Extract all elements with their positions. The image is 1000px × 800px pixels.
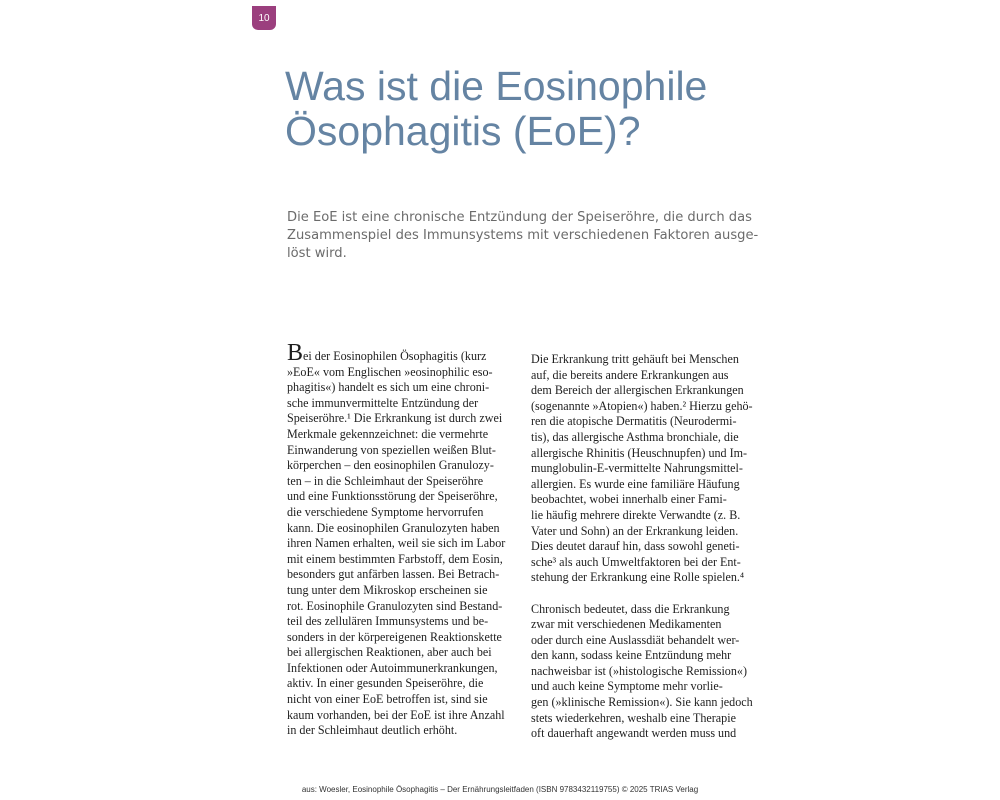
title-line: Was ist die Eosinophile [285,63,708,109]
text-line: Infektionen oder Autoimmunerkrankungen, [287,660,498,675]
text-line: rot. Eosinophile Granulozyten sind Bestand- [287,598,503,613]
page-number-badge: 10 [252,6,276,30]
text-line: lie häufig mehrere direkte Verwandte (z. B. [531,507,741,522]
text-line: den kann, sodass keine Entzündung mehr [531,648,732,663]
first-line [287,340,525,366]
text-line: stets wiederkehren, weshalb eine Therapie [531,710,736,725]
text-line: Die Erkrankung tritt gehäuft bei Menschen [531,352,739,366]
text-line: allergien. Es wurde eine familiäre Häufung [531,476,740,491]
title-line: Ösophagitis (EoE)? [285,108,641,154]
text-line: gen (»klinische Remission«). Sie kann jedoch [531,695,753,710]
text-line: auf, die bereits andere Erkrankungen aus [531,367,729,382]
text-line: sonders in der körpereigenen Reaktionskette [287,629,502,644]
lead-line: Die EoE ist eine chronische Entzündung der Speiseröhre, die durch das [287,210,752,225]
text-line: allergische Rhinitis (Heuschnupfen) und Im- [531,445,748,460]
text-line: dem Bereich der allergischen Erkrankungen [531,383,744,398]
text-line: (sogenannte »Atopien«) haben.² Hierzu gehö- [531,398,753,413]
right-paragraph-2 [531,602,769,742]
text-line: ren die atopische Dermatitis (Neurodermi- [531,414,737,429]
text-line: beobachtet, wobei innerhalb einer Fami- [531,492,727,507]
text-line: Vater und Sohn) an der Erkrankung leiden. [531,523,739,538]
text-line: oft dauerhaft angewandt werden muss und [531,726,737,741]
text-line: die verschiedene Symptome hervorrufen [287,504,484,519]
text-line: oder durch eine Auslassdiät behandelt wer- [531,632,740,647]
text-line: phagitis«) handelt es sich um eine chroni- [287,380,490,395]
text-line: munglobulin-E-vermittelte Nahrungsmittel- [531,461,743,476]
text-line: tis), das allergische Asthma bronchiale, die [531,429,739,444]
text-line: sche immunvermittelte Entzündung der [287,395,479,410]
text-line: besonders gut anfärben lassen. Bei Betrach- [287,567,500,582]
first-line-text: ei der Eosinophilen Ösophagitis (kurz [303,349,487,363]
text-line: ten – in die Schleimhaut der Speiseröhre [287,473,484,488]
left-column-lines [287,365,525,739]
text-line: Merkmale gekennzeichnet: die vermehrte [287,426,489,441]
text-line: Chronisch bedeutet, dass die Erkrankung [531,601,730,616]
text-line: tung unter dem Mikroskop erscheinen sie [287,582,488,597]
text-line: stehung der Erkrankung eine Rolle spielen.⁴ [531,570,745,585]
body-column-left [287,340,525,739]
text-line: körperchen – den eosinophilen Granulozy- [287,458,494,473]
paragraph-gap [531,586,769,602]
text-line: ihren Namen erhalten, weil sie sich im Labor [287,536,506,551]
text-line: Speiseröhre.¹ Die Erkrankung ist durch zwei [287,411,503,426]
text-line: zwar mit verschiedenen Medikamenten [531,617,722,632]
text-line: teil des zellulären Immunsystems und be- [287,614,489,629]
source-footer: aus: Woesler, Eosinophile Ösophagitis – Der Ernährungsleitfaden (ISBN 9783432119755) © 2025 TRIAS Verlag [301,785,699,794]
text-line: nachweisbar ist (»histologische Remission«) [531,663,747,678]
lead-paragraph [287,209,757,263]
page-title [285,64,845,154]
text-line: kaum vorhanden, bei der EoE ist ihre Anzahl [287,707,505,722]
drop-cap: B [287,340,304,366]
lead-line: Zusammenspiel des Immunsystems mit verschiedenen Faktoren ausge- [287,228,759,243]
text-line: und auch keine Symptome mehr vorlie- [531,679,723,694]
text-line: »EoE« vom Englischen »eosinophilic eso- [287,364,493,379]
text-line: nicht von einer EoE betroffen ist, sind sie [287,692,488,707]
text-line: in der Schleimhaut deutlich erhöht. [287,723,458,738]
text-line: und eine Funktionsstörung der Speiseröhre, [287,489,498,504]
body-column-right [531,352,769,742]
text-line: mit einem bestimmten Farbstoff, dem Eosin, [287,551,503,566]
lead-line: löst wird. [287,246,347,261]
right-paragraph-1 [531,352,769,586]
text-line: Dies deutet darauf hin, dass sowohl geneti- [531,539,740,554]
text-line: aktiv. In einer gesunden Speiseröhre, die [287,676,484,691]
text-line: Einwanderung von speziellen weißen Blut- [287,442,496,457]
text-line: bei allergischen Reaktionen, aber auch bei [287,645,492,660]
text-line: kann. Die eosinophilen Granulozyten haben [287,520,500,535]
text-line: sche³ als auch Umweltfaktoren bei der Ent- [531,554,741,569]
